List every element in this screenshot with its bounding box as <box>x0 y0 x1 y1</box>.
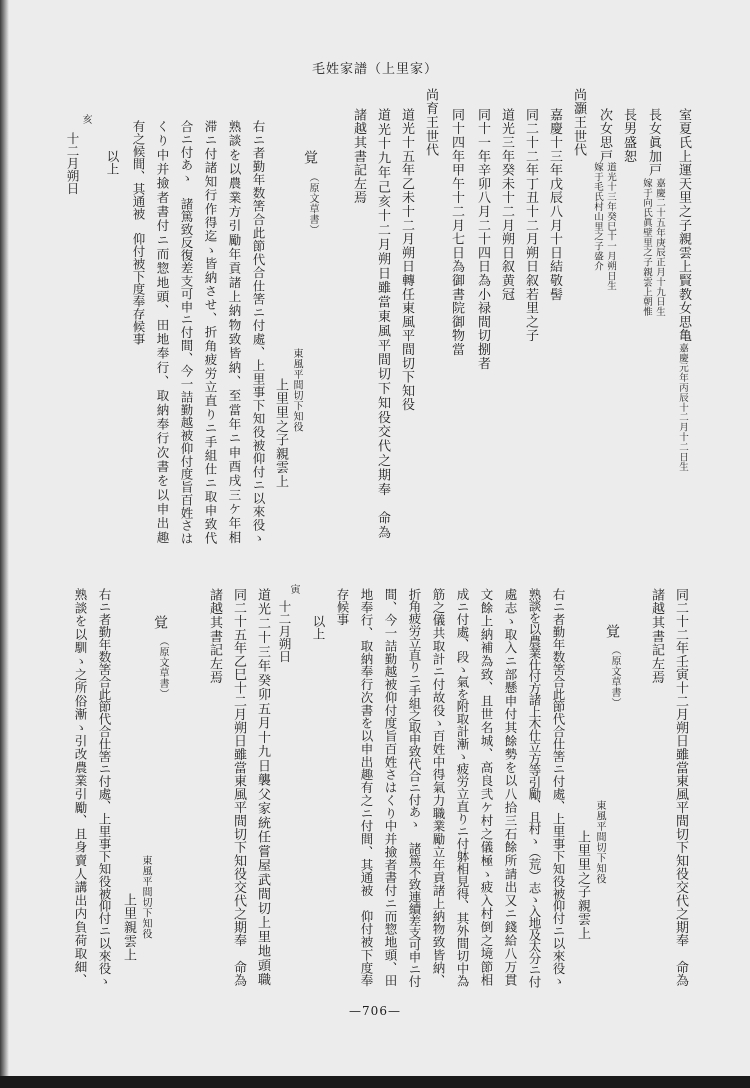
family-note: 嫁于向氏眞壁里之子親雲上朝惟 <box>641 178 652 317</box>
memo-line: 滞ニ付諸知行作得迄ゝ皆納させ、折角疲労立直りニ手組仕ニ取申致代 <box>203 120 218 545</box>
addressee-name: 上里里之子親雲上 <box>575 830 590 941</box>
memo-line: 熟談を以馴ゝ之所俗漸ゝ引改農業引勵、且身賣人講出内負荷取細、 <box>73 588 88 987</box>
memo-title: 覚 <box>152 615 168 630</box>
memo-line: 合ニ付あゝ 諸篤致反復差支可申ニ付間、今一詰勤越被仰付度旨百姓さは <box>179 120 194 545</box>
memo-line: 成ニ付處、段ゝ氣を附取計漸ゝ疲労立直りニ付躰相見得、其外間切中為 <box>455 588 470 987</box>
family-note: 嘉慶元年丙辰十二月十二日生 <box>677 343 688 472</box>
memo-line: 右ニ者勤年数筈合此節代合仕筈ニ付處、上里事下知役被仰付ニ以來役ゝ <box>97 588 112 987</box>
addressee-name: 上里里之子親雲上 <box>273 378 288 489</box>
memo-date: 十二月朔日 <box>65 132 80 195</box>
career-entry: 同二十五年乙巳十二月朔日雖當東風平間切下知役交代之期奉 命為 <box>231 588 246 987</box>
source-note: （原文草書） <box>307 172 318 235</box>
career-entry: 嘉慶十三年戊辰八月十日結敬髻 <box>547 108 562 302</box>
memo-line: 文餘上納補為致、且世名城、高良弐ケ村之儀極ゝ疲入村倒之境節相 <box>479 588 494 987</box>
memo-line: 有之候間、其通被 仰付被下度奉存候事 <box>131 120 146 345</box>
reign-heading: 尚灝王世代 <box>571 88 586 157</box>
scan-edge-left <box>0 0 9 1088</box>
memo-line: 熟談を以農業方引勵年貢諸上納物致皆納、至當年ニ申酉戌三ケ年相 <box>227 120 242 545</box>
memo-title: 覚 <box>302 150 318 165</box>
memo-year-sign: 亥 <box>80 114 91 125</box>
career-entry: 諸越其書記左焉 <box>649 588 664 685</box>
family-entry-eldest-daughter: 長女眞加戸 <box>646 108 661 177</box>
reign-heading: 尚育王世代 <box>423 88 438 157</box>
memo-line: 間、今一詰勤越被仰付度旨百姓さはくり中并撿者書付ニ而惣地頭、田 <box>383 588 398 987</box>
addressee-name: 上里親雲上 <box>121 893 136 962</box>
addressee-office: 東風平間切下知役 <box>594 800 605 884</box>
family-entry-eldest-son: 長男盛恕 <box>621 108 636 164</box>
scan-edge-bottom <box>0 1076 750 1088</box>
memo-date: 十二月朔日 <box>277 600 292 663</box>
family-entry-second-daughter: 次女思戸 <box>597 108 612 164</box>
career-entry: 同二十二年丁丑十二月朔日叙若里之子 <box>523 108 538 343</box>
memo-line: 折角疲労立直りニ手組之取申致代合ニ付あゝ 諸篤不致連續差支可申ニ付 <box>407 588 422 988</box>
career-entry: 同二十二年壬寅十二月朔日雖當東風平間切下知役交代之期奉 命為 <box>673 588 688 987</box>
career-entry: 道光十九年己亥十二月朔日雖當東風平間切下知役交代之期奉 命為 <box>375 108 390 540</box>
career-entry: 道光十五年乙未十二月朔日轉任東風平間切下知役 <box>399 108 414 412</box>
memo-line: 熟談を以農業仕付方諸上木仕立方等引勵、且村ゝ（荒）志ゝ入地及太分ニ付 <box>527 588 542 988</box>
source-note: （原文草書） <box>157 636 168 699</box>
memo-closing: 以上 <box>105 150 120 175</box>
memo-title: 覚 <box>604 624 620 639</box>
memo-year-sign: 寅 <box>288 584 299 595</box>
career-entry: 同十四年甲午十二月七日為御書院御物當 <box>449 108 464 357</box>
career-entry: 諸越其書記左焉 <box>351 108 366 205</box>
family-note: 道光十三年癸巳十一月朔日生 <box>605 162 616 291</box>
memo-line: 右ニ者勤年数筈合此節代合仕筈ニ付處、上里事下知役被仰付ニ以來役ゝ <box>251 120 266 545</box>
addressee-office: 東風平間切下知役 <box>140 855 151 939</box>
memo-line: 處志ゝ取入ニ部懸申付其餘勢を以八拾三石餘所請出又ニ錢給八万貫 <box>503 588 518 987</box>
memo-line: 地奉行、取納奉行次書を以申出趣有之ニ付間、其通被 仰付被下度奉 <box>359 588 374 987</box>
memo-line: 存候事 <box>335 588 350 626</box>
page-number: —706— <box>349 1004 401 1018</box>
page-header: 毛姓家譜（上里家） <box>311 62 438 77</box>
career-entry: 道光三年癸未十二月朔日叙黄冠 <box>499 108 514 302</box>
family-note: 嫁于毛氏村山里之子盛介 <box>592 162 603 271</box>
memo-line: 右ニ者勤年数筈合此節代合仕筈ニ付處、上里事下知役被仰付ニ以來役ゝ <box>551 588 566 987</box>
memo-line: 筋之儀共取計ニ付故役ゝ百姓中得氣力職業勵立年貢諸上納物致皆納、 <box>431 588 446 987</box>
source-note: （原文草書） <box>609 645 620 708</box>
memo-closing: 以上 <box>311 615 326 640</box>
career-entry: 諸越其書記左焉 <box>207 588 222 685</box>
addressee-office: 東風平間切下知役 <box>291 348 302 432</box>
family-note: 嘉慶二十五年庚辰正月十九日生 <box>654 178 665 317</box>
memo-line: くり中并撿者書付ニ而惣地頭、田地奉行、取納奉行次書を以申出趣 <box>155 120 170 545</box>
career-entry: 道光二十三年癸卯五月十九日襲父家統任嘗屋武間切上里地頭職 <box>255 588 270 987</box>
family-entry-wife: 室夏氏上運天里之子親雲上賢教女思亀 <box>676 108 691 343</box>
career-entry: 同十一年辛卯八月二十四日為小禄間切捌者 <box>475 108 490 371</box>
